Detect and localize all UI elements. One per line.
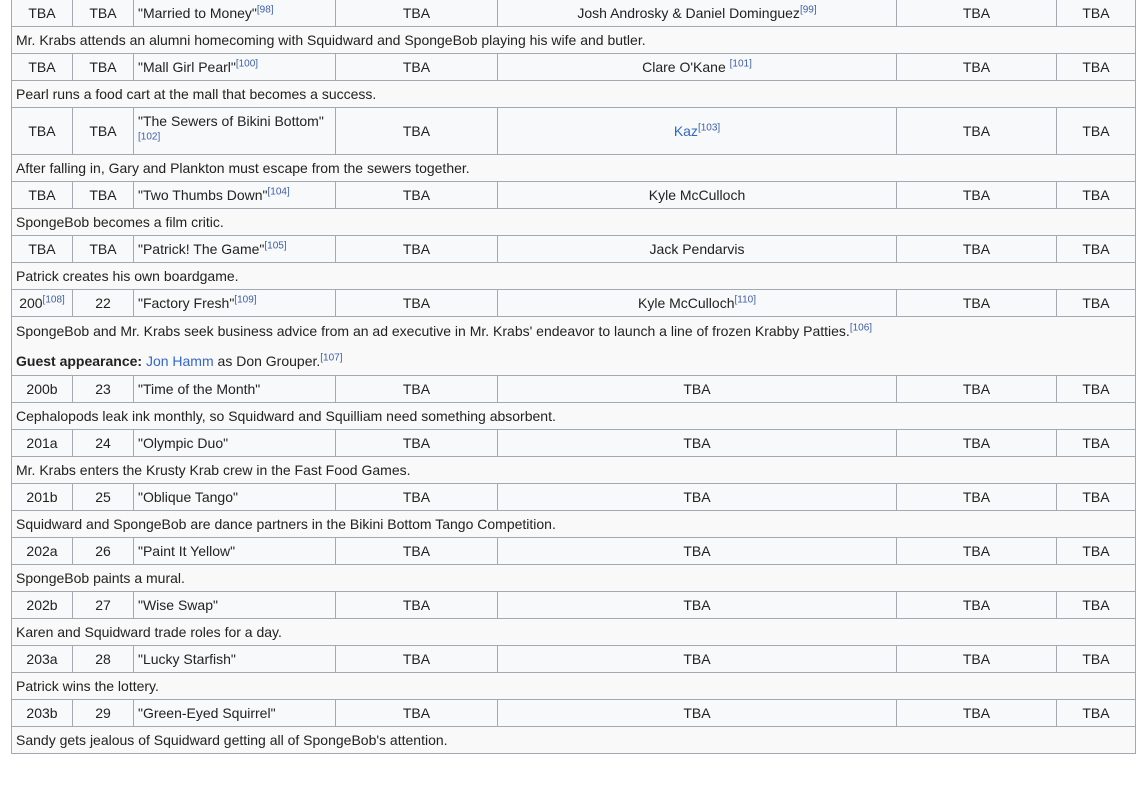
reference-link[interactable]: [104] — [267, 185, 290, 197]
reference-link[interactable]: [98] — [256, 3, 274, 15]
writer-link[interactable]: Kaz — [673, 122, 698, 139]
episode-summary-row — [12, 81, 1136, 108]
no-overall-cell: 201a — [12, 430, 73, 457]
episode-summary: SpongeBob paints a mural. — [12, 565, 1136, 592]
prod-code-cell: TBA — [1057, 646, 1136, 673]
title-cell: "Olympic Duo" — [134, 430, 336, 457]
title-cell: "Wise Swap" — [134, 592, 336, 619]
episode-row — [12, 484, 1136, 511]
prod-code-cell: TBA — [1057, 700, 1136, 727]
episode-summary-row — [12, 457, 1136, 484]
no-in-season-cell: TBA — [73, 182, 134, 209]
written-by-cell: Jack Pendarvis — [498, 236, 897, 263]
written-by-cell — [498, 108, 897, 155]
prod-code-cell: TBA — [1057, 182, 1136, 209]
title-cell: "Married to Money"[98] — [134, 0, 336, 27]
written-by-cell: TBA — [498, 538, 897, 565]
no-overall-cell: 203a — [12, 646, 73, 673]
no-in-season-cell: 27 — [73, 592, 134, 619]
written-by-cell: TBA — [498, 646, 897, 673]
episode-summary-row — [12, 317, 1136, 376]
no-in-season-cell: 26 — [73, 538, 134, 565]
prod-code-cell: TBA — [1057, 236, 1136, 263]
reference-link[interactable]: [100] — [235, 57, 259, 69]
episode-summary-row — [12, 403, 1136, 430]
air-date-cell: TBA — [897, 430, 1057, 457]
episode-table — [11, 0, 1136, 754]
directed-by-cell: TBA — [336, 700, 498, 727]
prod-code-cell: TBA — [1057, 430, 1136, 457]
written-by-cell: TBA — [498, 700, 897, 727]
prod-code-cell: TBA — [1057, 108, 1136, 155]
no-in-season-cell: 24 — [73, 430, 134, 457]
title-cell: "Green-Eyed Squirrel" — [134, 700, 336, 727]
air-date-cell: TBA — [897, 646, 1057, 673]
air-date-cell: TBA — [897, 0, 1057, 27]
title-cell: "Oblique Tango" — [134, 484, 336, 511]
written-by-cell: TBA — [498, 592, 897, 619]
title-cell: "Lucky Starfish" — [134, 646, 336, 673]
no-in-season-cell: 22 — [73, 290, 134, 317]
written-by-cell: Josh Androsky & Daniel Dominguez[99] — [498, 0, 897, 27]
no-overall-cell: 202b — [12, 592, 73, 619]
directed-by-cell: TBA — [336, 108, 498, 155]
air-date-cell: TBA — [897, 54, 1057, 81]
no-overall-cell: TBA — [12, 236, 73, 263]
no-in-season-cell: TBA — [73, 108, 134, 155]
no-in-season-cell: 28 — [73, 646, 134, 673]
title-cell: "Mall Girl Pearl"[100] — [134, 54, 336, 81]
episode-summary-row — [12, 263, 1136, 290]
air-date-cell: TBA — [897, 592, 1057, 619]
prod-code-cell: TBA — [1057, 54, 1136, 81]
reference-link[interactable]: [106] — [849, 322, 873, 334]
no-in-season-cell: 29 — [73, 700, 134, 727]
no-in-season-cell: TBA — [73, 54, 134, 81]
episode-summary: Cephalopods leak ink monthly, so Squidward and Squilliam need something absorbent. — [12, 403, 1136, 430]
episode-summary: Patrick wins the lottery. — [12, 673, 1136, 700]
directed-by-cell: TBA — [336, 290, 498, 317]
no-overall-cell: TBA — [12, 54, 73, 81]
episode-summary-row — [12, 727, 1136, 754]
guest-appearance-label: Guest appearance: — [16, 353, 143, 369]
episode-summary-row — [12, 511, 1136, 538]
episode-summary-row — [12, 155, 1136, 182]
episode-row — [12, 646, 1136, 673]
no-overall-cell: 200b — [12, 376, 73, 403]
prod-code-cell: TBA — [1057, 538, 1136, 565]
air-date-cell: TBA — [897, 376, 1057, 403]
directed-by-cell: TBA — [336, 646, 498, 673]
guest-role: as Don Grouper. — [213, 353, 321, 369]
title-cell: "Patrick! The Game"[105] — [134, 236, 336, 263]
no-overall-cell: 200[108] — [12, 290, 73, 317]
episode-row — [12, 0, 1136, 27]
directed-by-cell: TBA — [336, 592, 498, 619]
prod-code-cell: TBA — [1057, 290, 1136, 317]
reference-link[interactable]: [102] — [138, 131, 161, 143]
directed-by-cell: TBA — [336, 484, 498, 511]
written-by-cell: Kyle McCulloch[110] — [498, 290, 897, 317]
no-in-season-cell: 25 — [73, 484, 134, 511]
written-by-cell: Clare O'Kane [101] — [498, 54, 897, 81]
reference-link[interactable]: [101] — [729, 57, 752, 69]
no-overall-cell: TBA — [12, 108, 73, 155]
no-in-season-cell: 23 — [73, 376, 134, 403]
no-in-season-cell: TBA — [73, 236, 134, 263]
episode-summary: Patrick creates his own boardgame. — [12, 263, 1136, 290]
prod-code-cell: TBA — [1057, 484, 1136, 511]
reference-link[interactable]: [99] — [799, 3, 817, 15]
no-overall-cell: TBA — [12, 0, 73, 27]
episode-row — [12, 182, 1136, 209]
reference-link[interactable]: [109] — [234, 293, 257, 305]
air-date-cell: TBA — [897, 484, 1057, 511]
air-date-cell: TBA — [897, 290, 1057, 317]
air-date-cell: TBA — [897, 700, 1057, 727]
episode-row — [12, 376, 1136, 403]
episode-summary-row — [12, 565, 1136, 592]
episode-summary: Karen and Squidward trade roles for a day. — [12, 619, 1136, 646]
episode-summary-row — [12, 619, 1136, 646]
directed-by-cell: TBA — [336, 54, 498, 81]
reference-link[interactable]: [108] — [42, 293, 65, 305]
episode-row — [12, 236, 1136, 263]
no-overall-cell: TBA — [12, 182, 73, 209]
episode-row — [12, 108, 1136, 155]
episode-summary: Mr. Krabs attends an alumni homecoming with Squidward and SpongeBob playing his wife and butler. — [12, 27, 1136, 54]
episode-summary: Sandy gets jealous of Squidward getting all of SpongeBob's attention. — [12, 727, 1136, 754]
episode-summary: Squidward and SpongeBob are dance partners in the Bikini Bottom Tango Competition. — [12, 511, 1136, 538]
written-by-cell: TBA — [498, 376, 897, 403]
air-date-cell: TBA — [897, 236, 1057, 263]
no-overall-cell: 202a — [12, 538, 73, 565]
directed-by-cell: TBA — [336, 538, 498, 565]
reference-link[interactable]: [110] — [734, 293, 756, 305]
guest-actor-link[interactable]: Jon Hamm — [145, 353, 214, 369]
episode-summary: SpongeBob becomes a film critic. — [12, 209, 1136, 236]
reference-link[interactable]: [105] — [264, 239, 287, 251]
title-cell: "Two Thumbs Down"[104] — [134, 182, 336, 209]
title-cell: "Paint It Yellow" — [134, 538, 336, 565]
episode-summary: Pearl runs a food cart at the mall that becomes a success. — [12, 81, 1136, 108]
air-date-cell: TBA — [897, 182, 1057, 209]
directed-by-cell: TBA — [336, 0, 498, 27]
directed-by-cell: TBA — [336, 182, 498, 209]
no-overall-cell: 201b — [12, 484, 73, 511]
episode-summary-row — [12, 209, 1136, 236]
title-cell: "The Sewers of Bikini Bottom"[102] — [134, 108, 336, 155]
episode-summary-row — [12, 673, 1136, 700]
air-date-cell: TBA — [897, 538, 1057, 565]
episode-row — [12, 538, 1136, 565]
no-in-season-cell: TBA — [73, 0, 134, 27]
directed-by-cell: TBA — [336, 236, 498, 263]
reference-link[interactable]: [107] — [320, 352, 343, 364]
episode-summary: Mr. Krabs enters the Krusty Krab crew in the Fast Food Games. — [12, 457, 1136, 484]
title-cell: "Factory Fresh"[109] — [134, 290, 336, 317]
written-by-cell: TBA — [498, 430, 897, 457]
episode-row — [12, 700, 1136, 727]
written-by-cell: TBA — [498, 484, 897, 511]
reference-link[interactable]: [103] — [697, 121, 721, 133]
prod-code-cell: TBA — [1057, 592, 1136, 619]
prod-code-cell: TBA — [1057, 376, 1136, 403]
written-by-cell: Kyle McCulloch — [498, 182, 897, 209]
no-overall-cell: 203b — [12, 700, 73, 727]
directed-by-cell: TBA — [336, 376, 498, 403]
episode-row — [12, 54, 1136, 81]
episode-summary-row — [12, 27, 1136, 54]
episode-row — [12, 592, 1136, 619]
summary-text: SpongeBob and Mr. Krabs seek business advice from an ad executive in Mr. Krabs' endeavor to launch a line of frozen Krabby Patties. — [16, 323, 850, 339]
episode-row — [12, 290, 1136, 317]
title-cell: "Time of the Month" — [134, 376, 336, 403]
prod-code-cell: TBA — [1057, 0, 1136, 27]
directed-by-cell: TBA — [336, 430, 498, 457]
episode-row — [12, 430, 1136, 457]
episode-summary: After falling in, Gary and Plankton must escape from the sewers together. — [12, 155, 1136, 182]
episode-summary — [12, 317, 1136, 376]
air-date-cell: TBA — [897, 108, 1057, 155]
